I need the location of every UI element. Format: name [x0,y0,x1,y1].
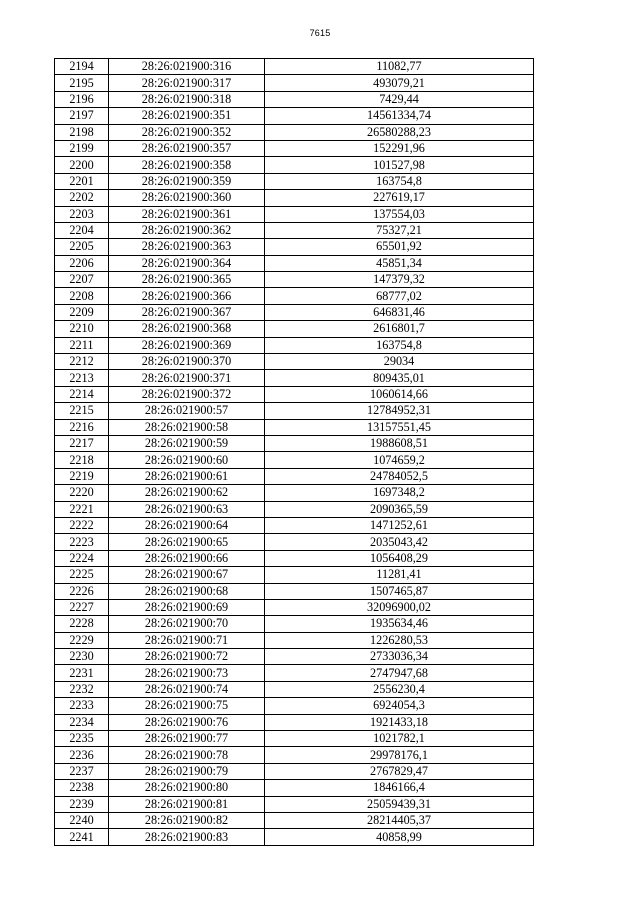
table-row [55,173,534,189]
cadastral-value-cell: 809435,01 [265,370,534,386]
row-number-cell: 2240 [55,812,109,828]
row-number-cell: 2225 [55,567,109,583]
table-row [55,337,534,353]
cadastral-number-cell: 28:26:021900:352 [109,124,265,140]
cadastral-number-cell: 28:26:021900:370 [109,354,265,370]
cadastral-value-cell: 11082,77 [265,59,534,75]
cadastral-number-cell: 28:26:021900:76 [109,714,265,730]
row-number-cell: 2236 [55,747,109,763]
cadastral-number-cell: 28:26:021900:75 [109,698,265,714]
row-number-cell: 2234 [55,714,109,730]
cadastral-value-cell: 65501,92 [265,239,534,255]
table-row [55,255,534,271]
page-number: 7615 [309,28,331,38]
table-row [55,616,534,632]
cadastral-number-cell: 28:26:021900:365 [109,272,265,288]
cadastral-number-cell: 28:26:021900:73 [109,665,265,681]
table-row [55,599,534,615]
cadastral-value-cell: 11281,41 [265,567,534,583]
table-row [55,239,534,255]
row-number-cell: 2237 [55,763,109,779]
cadastral-number-cell: 28:26:021900:358 [109,157,265,173]
table-row [55,731,534,747]
table-row [55,649,534,665]
row-number-cell: 2232 [55,681,109,697]
cadastral-value-cell: 28214405,37 [265,812,534,828]
table-row [55,435,534,451]
table-body [55,59,534,846]
row-number-cell: 2230 [55,649,109,665]
cadastral-number-cell: 28:26:021900:63 [109,501,265,517]
row-number-cell: 2239 [55,796,109,812]
cadastral-value-cell: 7429,44 [265,91,534,107]
cadastral-number-cell: 28:26:021900:58 [109,419,265,435]
cadastral-value-cell: 2616801,7 [265,321,534,337]
cadastral-value-table [54,58,534,846]
cadastral-value-cell: 137554,03 [265,206,534,222]
row-number-cell: 2207 [55,272,109,288]
row-number-cell: 2227 [55,599,109,615]
cadastral-value-cell: 24784052,5 [265,468,534,484]
row-number-cell: 2208 [55,288,109,304]
row-number-cell: 2197 [55,108,109,124]
cadastral-number-cell: 28:26:021900:64 [109,517,265,533]
row-number-cell: 2231 [55,665,109,681]
table-row [55,403,534,419]
table-row [55,140,534,156]
cadastral-number-cell: 28:26:021900:69 [109,599,265,615]
cadastral-number-cell: 28:26:021900:317 [109,75,265,91]
cadastral-value-cell: 1921433,18 [265,714,534,730]
row-number-cell: 2194 [55,59,109,75]
row-number-cell: 2220 [55,485,109,501]
cadastral-value-cell: 1056408,29 [265,550,534,566]
cadastral-value-cell: 29978176,1 [265,747,534,763]
cadastral-value-cell: 1226280,53 [265,632,534,648]
row-number-cell: 2203 [55,206,109,222]
cadastral-number-cell: 28:26:021900:360 [109,190,265,206]
cadastral-value-cell: 1060614,66 [265,386,534,402]
row-number-cell: 2214 [55,386,109,402]
table-row [55,796,534,812]
cadastral-number-cell: 28:26:021900:60 [109,452,265,468]
cadastral-value-cell: 1846166,4 [265,780,534,796]
table-row [55,714,534,730]
cadastral-value-cell: 29034 [265,354,534,370]
cadastral-number-cell: 28:26:021900:78 [109,747,265,763]
table-row [55,222,534,238]
table-row [55,812,534,828]
table-row [55,632,534,648]
row-number-cell: 2224 [55,550,109,566]
table-row [55,206,534,222]
cadastral-number-cell: 28:26:021900:80 [109,780,265,796]
table-row [55,468,534,484]
table-row [55,747,534,763]
cadastral-number-cell: 28:26:021900:81 [109,796,265,812]
cadastral-value-cell: 14561334,74 [265,108,534,124]
cadastral-number-cell: 28:26:021900:70 [109,616,265,632]
table-row [55,534,534,550]
cadastral-value-cell: 152291,96 [265,140,534,156]
cadastral-number-cell: 28:26:021900:59 [109,435,265,451]
cadastral-number-cell: 28:26:021900:351 [109,108,265,124]
table-row [55,501,534,517]
cadastral-value-cell: 147379,32 [265,272,534,288]
row-number-cell: 2199 [55,140,109,156]
row-number-cell: 2216 [55,419,109,435]
cadastral-value-cell: 1021782,1 [265,731,534,747]
table-row [55,75,534,91]
cadastral-value-cell: 2556230,4 [265,681,534,697]
cadastral-number-cell: 28:26:021900:369 [109,337,265,353]
row-number-cell: 2211 [55,337,109,353]
cadastral-value-cell: 32096900,02 [265,599,534,615]
cadastral-value-cell: 493079,21 [265,75,534,91]
row-number-cell: 2221 [55,501,109,517]
table-row [55,583,534,599]
table-row [55,124,534,140]
row-number-cell: 2198 [55,124,109,140]
row-number-cell: 2200 [55,157,109,173]
cadastral-number-cell: 28:26:021900:368 [109,321,265,337]
row-number-cell: 2205 [55,239,109,255]
row-number-cell: 2235 [55,731,109,747]
table-row [55,517,534,533]
row-number-cell: 2212 [55,354,109,370]
cadastral-value-cell: 1507465,87 [265,583,534,599]
cadastral-number-cell: 28:26:021900:79 [109,763,265,779]
cadastral-value-cell: 1988608,51 [265,435,534,451]
table-row [55,190,534,206]
cadastral-value-cell: 1074659,2 [265,452,534,468]
row-number-cell: 2222 [55,517,109,533]
table-row [55,550,534,566]
table-row [55,59,534,75]
table-row [55,354,534,370]
row-number-cell: 2228 [55,616,109,632]
cadastral-number-cell: 28:26:021900:364 [109,255,265,271]
table-row [55,370,534,386]
table-row [55,304,534,320]
cadastral-value-cell: 101527,98 [265,157,534,173]
cadastral-number-cell: 28:26:021900:318 [109,91,265,107]
cadastral-number-cell: 28:26:021900:362 [109,222,265,238]
cadastral-value-cell: 2035043,42 [265,534,534,550]
row-number-cell: 2196 [55,91,109,107]
cadastral-number-cell: 28:26:021900:83 [109,829,265,845]
cadastral-number-cell: 28:26:021900:359 [109,173,265,189]
cadastral-value-cell: 1935634,46 [265,616,534,632]
cadastral-value-cell: 25059439,31 [265,796,534,812]
row-number-cell: 2213 [55,370,109,386]
cadastral-value-cell: 26580288,23 [265,124,534,140]
cadastral-number-cell: 28:26:021900:357 [109,140,265,156]
cadastral-number-cell: 28:26:021900:68 [109,583,265,599]
table-row [55,321,534,337]
row-number-cell: 2241 [55,829,109,845]
table-row [55,567,534,583]
row-number-cell: 2209 [55,304,109,320]
cadastral-value-cell: 1697348,2 [265,485,534,501]
table-row [55,108,534,124]
cadastral-value-cell: 13157551,45 [265,419,534,435]
cadastral-value-cell: 40858,99 [265,829,534,845]
table-row [55,386,534,402]
row-number-cell: 2229 [55,632,109,648]
cadastral-value-cell: 1471252,61 [265,517,534,533]
table-row [55,780,534,796]
cadastral-number-cell: 28:26:021900:67 [109,567,265,583]
row-number-cell: 2202 [55,190,109,206]
cadastral-value-cell: 45851,34 [265,255,534,271]
cadastral-number-cell: 28:26:021900:71 [109,632,265,648]
cadastral-value-cell: 646831,46 [265,304,534,320]
row-number-cell: 2233 [55,698,109,714]
cadastral-value-cell: 2767829,47 [265,763,534,779]
cadastral-number-cell: 28:26:021900:74 [109,681,265,697]
row-number-cell: 2215 [55,403,109,419]
cadastral-value-cell: 68777,02 [265,288,534,304]
cadastral-number-cell: 28:26:021900:316 [109,59,265,75]
row-number-cell: 2219 [55,468,109,484]
cadastral-number-cell: 28:26:021900:82 [109,812,265,828]
row-number-cell: 2226 [55,583,109,599]
row-number-cell: 2201 [55,173,109,189]
row-number-cell: 2218 [55,452,109,468]
cadastral-value-cell: 163754,8 [265,173,534,189]
table-row [55,485,534,501]
table-row [55,272,534,288]
row-number-cell: 2223 [55,534,109,550]
cadastral-number-cell: 28:26:021900:66 [109,550,265,566]
cadastral-number-cell: 28:26:021900:361 [109,206,265,222]
cadastral-number-cell: 28:26:021900:363 [109,239,265,255]
cadastral-number-cell: 28:26:021900:372 [109,386,265,402]
row-number-cell: 2206 [55,255,109,271]
cadastral-number-cell: 28:26:021900:371 [109,370,265,386]
row-number-cell: 2238 [55,780,109,796]
cadastral-value-cell: 12784952,31 [265,403,534,419]
cadastral-number-cell: 28:26:021900:367 [109,304,265,320]
cadastral-number-cell: 28:26:021900:77 [109,731,265,747]
table-row [55,763,534,779]
cadastral-value-cell: 2733036,34 [265,649,534,665]
cadastral-value-cell: 75327,21 [265,222,534,238]
table-row [55,665,534,681]
table-row [55,681,534,697]
cadastral-number-cell: 28:26:021900:65 [109,534,265,550]
cadastral-number-cell: 28:26:021900:72 [109,649,265,665]
row-number-cell: 2195 [55,75,109,91]
table-row [55,91,534,107]
table-row [55,288,534,304]
cadastral-value-cell: 163754,8 [265,337,534,353]
cadastral-number-cell: 28:26:021900:62 [109,485,265,501]
cadastral-number-cell: 28:26:021900:57 [109,403,265,419]
table-row [55,419,534,435]
cadastral-value-cell: 227619,17 [265,190,534,206]
table-row [55,157,534,173]
cadastral-value-cell: 6924054,3 [265,698,534,714]
table-row [55,452,534,468]
table-row [55,698,534,714]
row-number-cell: 2217 [55,435,109,451]
cadastral-number-cell: 28:26:021900:61 [109,468,265,484]
cadastral-value-cell: 2090365,59 [265,501,534,517]
row-number-cell: 2210 [55,321,109,337]
row-number-cell: 2204 [55,222,109,238]
table-row [55,829,534,845]
cadastral-number-cell: 28:26:021900:366 [109,288,265,304]
cadastral-value-cell: 2747947,68 [265,665,534,681]
